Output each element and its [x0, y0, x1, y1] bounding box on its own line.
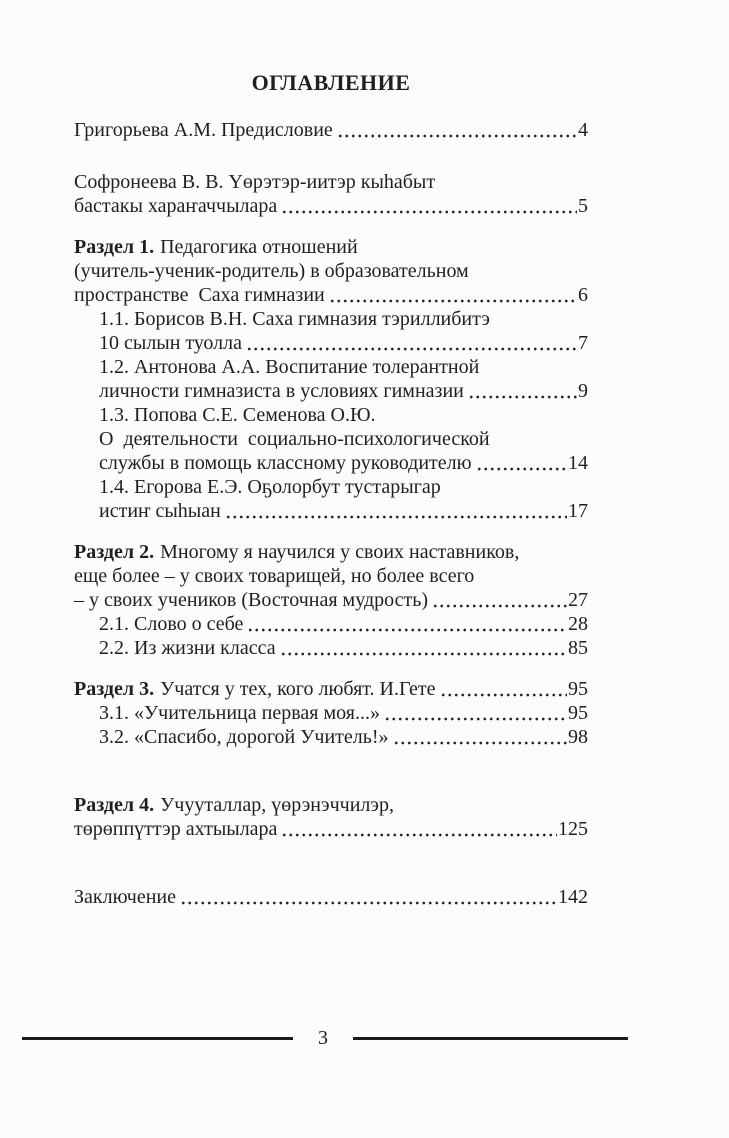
toc-row	[74, 307, 588, 331]
toc-page-number: 14	[568, 452, 588, 474]
dot-leader	[246, 331, 577, 355]
toc-entry-text: Заключение	[74, 886, 176, 908]
page-content	[74, 69, 588, 909]
page-title: ОГЛАВЛЕНИЕ	[251, 70, 411, 95]
toc-row	[74, 379, 588, 403]
toc-entry-text: 1.1. Борисов В.Н. Саха гимназия тэриллибитэ	[99, 308, 490, 330]
toc-page-number: 142	[558, 886, 588, 908]
footer-rule-right	[353, 1037, 628, 1040]
toc-entry-text: 3.2. «Спасибо, дорогой Учитель!»	[99, 726, 389, 748]
dot-leader	[440, 677, 567, 701]
toc-section-label: Раздел 2.	[74, 541, 155, 563]
toc-entry-text: (учитель-ученик-родитель) в образовательном	[74, 260, 469, 282]
table-of-contents	[74, 118, 588, 909]
dot-leader	[337, 118, 577, 142]
toc-row	[74, 793, 588, 817]
toc-row	[74, 194, 588, 218]
toc-entry-text: 1.4. Егорова Е.Э. Оҕолорбут тустарыгар	[99, 476, 441, 498]
toc-entry-text: личности гимназиста в условиях гимназии	[99, 380, 464, 402]
toc-row	[74, 636, 588, 660]
toc-page-number: 17	[568, 500, 588, 522]
toc-entry-text: Григорьева А.М. Предисловие	[74, 119, 333, 141]
dot-leader	[225, 499, 567, 523]
toc-entry-text: 1.3. Попова С.Е. Семенова О.Ю.	[99, 404, 376, 426]
toc-entry-text: 10 сылын туолла	[99, 332, 242, 354]
dot-leader	[281, 194, 577, 218]
toc-entry-text: Софронеева В. В. Үөрэтэр-иитэр кыһабыт	[74, 171, 436, 193]
toc-section-label: Раздел 4.	[74, 794, 155, 816]
dot-leader	[393, 725, 567, 749]
toc-entry-text: Учатся у тех, кого любят. И.Гете	[160, 678, 436, 700]
toc-page-number: 85	[568, 637, 588, 659]
toc-page-number: 125	[558, 818, 588, 840]
toc-row	[74, 817, 588, 841]
toc-entry-text: 2.1. Слово о себе	[99, 613, 244, 635]
toc-row	[74, 259, 588, 283]
toc-row	[74, 118, 588, 142]
toc-page-number: 95	[568, 678, 588, 700]
dot-leader	[180, 885, 557, 909]
toc-row	[74, 170, 588, 194]
toc-row	[74, 427, 588, 451]
toc-page-number: 4	[578, 119, 588, 141]
toc-entry-text: 3.1. «Учительница первая моя...»	[99, 702, 380, 724]
toc-row	[74, 677, 588, 701]
toc-page-number: 95	[568, 702, 588, 724]
toc-section-label: Раздел 3.	[74, 678, 155, 700]
footer-page-number: 3	[318, 1027, 328, 1049]
toc-entry-text: Многому я научился у своих наставников,	[160, 541, 520, 563]
dot-leader	[476, 451, 567, 475]
dot-leader	[384, 701, 567, 725]
toc-page-number: 28	[568, 613, 588, 635]
toc-page-number: 9	[578, 380, 588, 402]
toc-entry-text: еще более – у своих товарищей, но более всего	[74, 565, 475, 587]
toc-row	[74, 499, 588, 523]
toc-entry-text: пространстве Саха гимназии	[74, 284, 325, 306]
toc-entry-text: бастакы хараҥаччылара	[74, 195, 278, 217]
toc-row	[74, 564, 588, 588]
toc-entry-text: О деятельности социально-психологической	[99, 428, 490, 450]
toc-entry-text: төрөппүттэр ахтыылара	[74, 818, 278, 840]
toc-row	[74, 235, 588, 259]
dot-leader	[281, 817, 557, 841]
toc-row	[74, 331, 588, 355]
toc-row	[74, 355, 588, 379]
toc-section-label: Раздел 1.	[74, 236, 155, 258]
toc-row	[74, 451, 588, 475]
toc-row	[74, 725, 588, 749]
toc-entry-text: истиҥ сыһыан	[99, 500, 221, 522]
toc-page-number: 7	[578, 332, 588, 354]
toc-row	[74, 701, 588, 725]
page-footer	[22, 1026, 628, 1050]
toc-row	[74, 283, 588, 307]
toc-entry-text: 1.2. Антонова А.А. Воспитание толерантной	[99, 356, 480, 378]
toc-page-number: 6	[578, 284, 588, 306]
toc-page-number: 98	[568, 726, 588, 748]
toc-page-number: 5	[578, 195, 588, 217]
dot-leader	[280, 636, 567, 660]
toc-row	[74, 612, 588, 636]
toc-entry-text: 2.2. Из жизни класса	[99, 637, 276, 659]
footer-rule-left	[22, 1037, 293, 1040]
toc-row	[74, 885, 588, 909]
dot-leader	[432, 588, 567, 612]
toc-entry-text: Учууталлар, үөрэнэччилэр,	[160, 794, 394, 816]
dot-leader	[247, 612, 567, 636]
dot-leader	[468, 379, 577, 403]
toc-row	[74, 540, 588, 564]
toc-row	[74, 475, 588, 499]
toc-entry-text: службы в помощь классному руководителю	[99, 452, 472, 474]
toc-row	[74, 588, 588, 612]
toc-entry-text: Педагогика отношений	[160, 236, 358, 258]
toc-row	[74, 403, 588, 427]
dot-leader	[329, 283, 577, 307]
toc-entry-text: – у своих учеников (Восточная мудрость)	[74, 589, 429, 611]
toc-page-number: 27	[568, 589, 588, 611]
